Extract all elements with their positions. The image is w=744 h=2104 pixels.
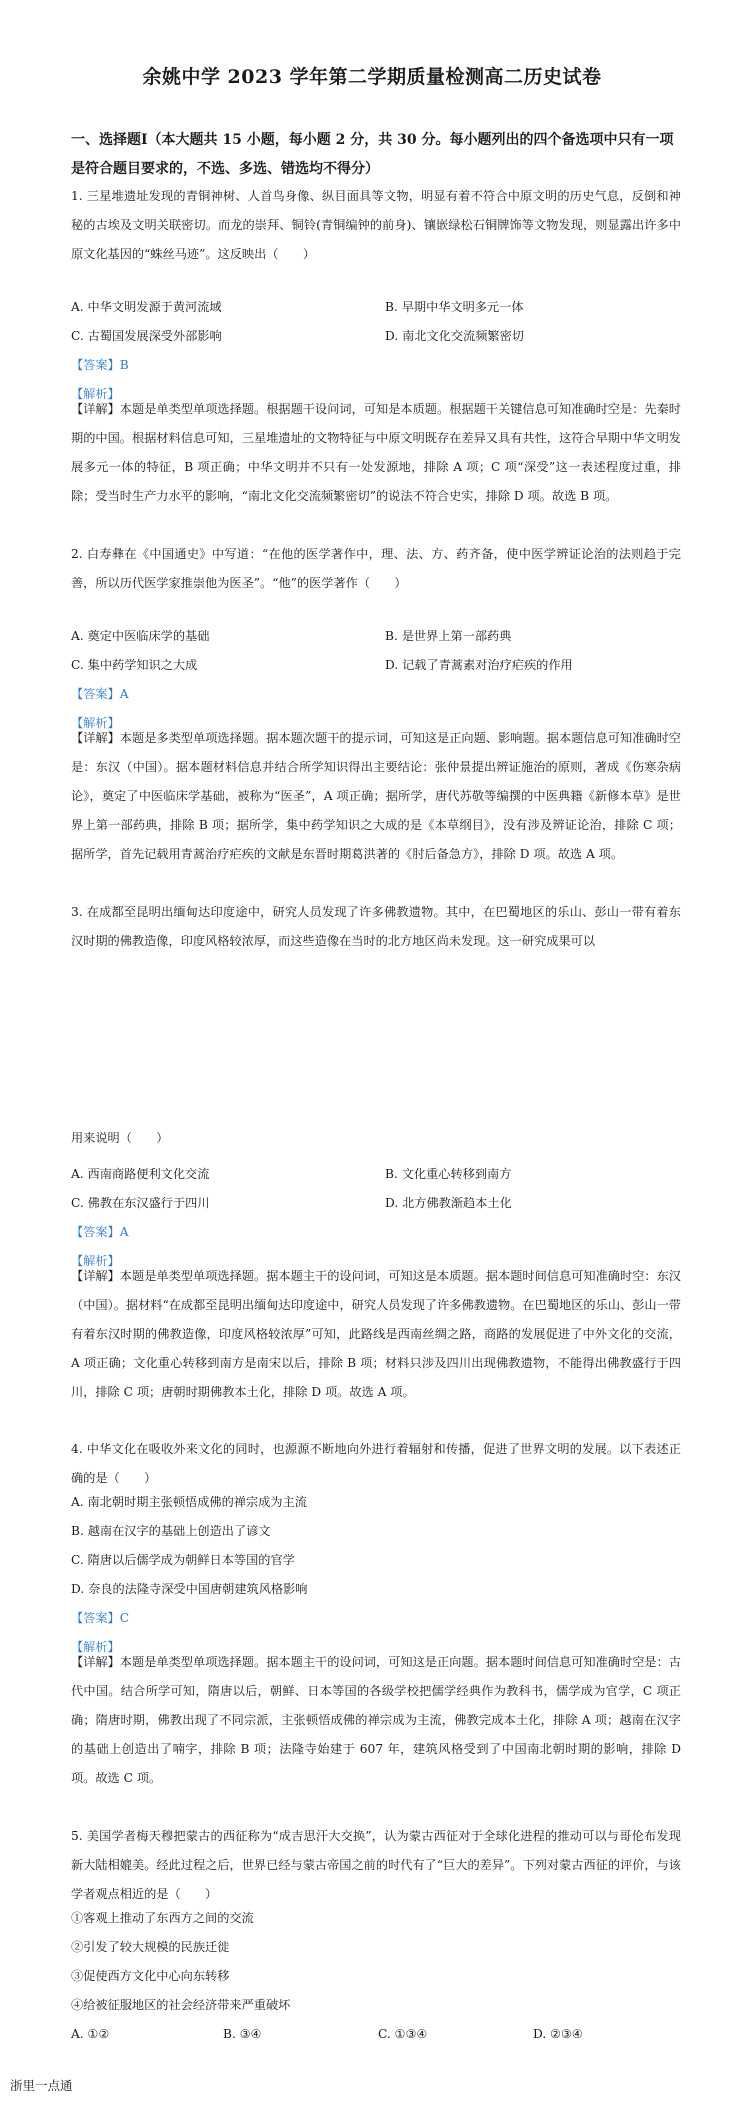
question-2-analysis-label: 【解析】	[71, 716, 120, 730]
question-1-option-c: C. 古蜀国发展深受外部影响	[71, 329, 222, 343]
question-4-analysis-label: 【解析】	[71, 1640, 120, 1654]
question-5-stem: 5. 美国学者梅天穆把蒙古的西征称为“成吉思汗大交换”，认为蒙古西征对于全球化进程的推动可以与哥伦布发现新大陆相媲美。经此过程之后，世界已经与蒙古帝国之前的时代有了“巨大的差异”。下列对蒙古西征的评价，与该学者观点相近的是（ ）	[71, 1829, 681, 1901]
question-1-option-d: D. 南北文化交流频繁密切	[385, 329, 524, 343]
question-4-option-d: D. 奈良的法隆寺深受中国唐朝建筑风格影响	[71, 1582, 308, 1596]
question-5-item-3: ③促使西方文化中心向东转移	[71, 1969, 230, 1983]
footer-watermark: 浙里一点通	[10, 2078, 73, 2093]
question-3-option-c: C. 佛教在东汉盛行于四川	[71, 1196, 210, 1210]
question-5-item-2: ②引发了较大规模的民族迁徙	[71, 1940, 230, 1954]
question-1-analysis-label: 【解析】	[71, 387, 120, 401]
question-5-item-1: ①客观上推动了东西方之间的交流	[71, 1911, 254, 1925]
question-1-option-a: A. 中华文明发源于黄河流域	[71, 300, 222, 314]
question-3-explanation: 【详解】本题是单类型单项选择题。据本题主干的设问词，可知这是本质题。据本题时间信息可知准确时空：东汉（中国）。据材料“在成都至昆明出缅甸达印度途中，研究人员发现了许多佛教遗物。在巴蜀地区的乐山、彭山一带有着东汉时期的佛教造像，印度风格较浓厚”可知，此路线是西南丝绸之路，商路的发展促进了中外文化的交流，A 项正确；文化重心转移到南方是南宋以后，排除 B 项；材料只涉及四川出现佛教遗物，不能得出佛教盛行于四川，排除 C 项；唐朝时期佛教本土化，排除 D 项。故选 A 项。	[71, 1269, 681, 1399]
question-5-option-a: A. ①②	[71, 2027, 110, 2041]
question-2-explanation: 【详解】本题是多类型单项选择题。据本题次题干的提示词，可知这是正向题、影响题。据本题信息可知准确时空是：东汉（中国）。据本题材料信息并结合所学知识得出主要结论：张仲景提出辨证施治的原则，著成《伤寒杂病论》，奠定了中医临床学基础，被称为“医圣”，A 项正确；据所学，唐代苏敬等编撰的中医典籍《新修本草》是世界上第一部药典，排除 B 项；据所学，集中药学知识之大成的是《本草纲目》，没有涉及辨证论治，排除 C 项；据所学，首先记载用青蒿治疗疟疾的文献是东晋时期葛洪著的《肘后备急方》，排除 D 项。故选 A 项。	[71, 731, 681, 861]
question-2-stem: 2. 白寿彝在《中国通史》中写道：“在他的医学著作中，理、法、方、药齐备，使中医学辨证论治的法则趋于完善，所以历代医学家推崇他为医圣”。“他”的医学著作（ ）	[71, 547, 681, 590]
question-3-stem-continued: 用来说明（ ）	[71, 1131, 169, 1145]
question-4-option-a: A. 南北朝时期主张顿悟成佛的禅宗成为主流	[71, 1495, 307, 1509]
question-2-option-b: B. 是世界上第一部药典	[385, 629, 512, 643]
question-1-answer: 【答案】B	[71, 358, 129, 372]
question-5-item-4: ④给被征服地区的社会经济带来严重破坏	[71, 1998, 291, 2012]
question-3-stem: 3. 在成都至昆明出缅甸达印度途中，研究人员发现了许多佛教遗物。其中，在巴蜀地区的乐山、彭山一带有着东汉时期的佛教造像，印度风格较浓厚，而这些造像在当时的北方地区尚未发现。这一研究成果可以	[71, 905, 681, 948]
question-2-option-c: C. 集中药学知识之大成	[71, 658, 198, 672]
question-4-stem: 4. 中华文化在吸收外来文化的同时，也源源不断地向外进行着辐射和传播，促进了世界文明的发展。以下表述正确的是（ ）	[71, 1442, 681, 1485]
question-4-answer: 【答案】C	[71, 1611, 130, 1625]
question-5-option-b: B. ③④	[223, 2027, 262, 2041]
question-2-option-d: D. 记载了青蒿素对治疗疟疾的作用	[385, 658, 573, 672]
question-4-explanation: 【详解】本题是单类型单项选择题。据本题主干的设问词，可知这是正向题。据本题时间信息可知准确时空是：古代中国。结合所学可知，隋唐以后，朝鲜、日本等国的各级学校把儒学经典作为教科书，儒学成为官学，C 项正确；隋唐时期，佛教出现了不同宗派，主张顿悟成佛的禅宗成为主流，佛教完成本土化，排除 A 项；越南在汉字的基础上创造出了喃字，排除 B 项；法隆寺始建于 607 年，建筑风格受到了中国南北朝时期的影响，排除 D 项。故选 C 项。	[71, 1655, 681, 1785]
question-1-stem: 1. 三星堆遗址发现的青铜神树、人首鸟身像、纵目面具等文物，明显有着不符合中原文明的历史气息，反倒和神秘的古埃及文明关联密切。而龙的崇拜、铜铃(青铜编钟的前身)、镶嵌绿松石铜牌饰等文物发现，则显露出许多中原文化基因的“蛛丝马迹”。这反映出（ ）	[71, 189, 681, 261]
question-3-option-d: D. 北方佛教渐趋本土化	[385, 1196, 512, 1210]
question-4-option-b: B. 越南在汉字的基础上创造出了谚文	[71, 1524, 271, 1538]
question-3-analysis-label: 【解析】	[71, 1254, 120, 1268]
question-3-option-a: A. 西南商路便利文化交流	[71, 1167, 210, 1181]
question-3-answer: 【答案】A	[71, 1225, 129, 1239]
question-2-answer: 【答案】A	[71, 687, 129, 701]
page-title: 余姚中学 2023 学年第二学期质量检测高二历史试卷	[142, 66, 602, 88]
question-3-option-b: B. 文化重心转移到南方	[385, 1167, 512, 1181]
question-1-explanation: 【详解】本题是单类型单项选择题。根据题干设问词，可知是本质题。根据题干关键信息可知准确时空是：先秦时期的中国。根据材料信息可知，三星堆遗址的文物特征与中原文明既存在差异又具有共性，这符合早期中华文明发展多元一体的特征，B 项正确；中华文明并不只有一处发源地，排除 A 项；C 项“深受”这一表述程度过重，排除；受当时生产力水平的影响，“南北文化交流频繁密切”的说法不符合史实，排除 D 项。故选 B 项。	[71, 402, 681, 503]
question-4-option-c: C. 隋唐以后儒学成为朝鲜日本等国的官学	[71, 1553, 295, 1567]
question-5-option-d: D. ②③④	[533, 2027, 583, 2041]
section-heading: 一、选择题Ⅰ（本大题共 15 小题，每小题 2 分，共 30 分。每小题列出的四个备选项中只有一项是符合题目要求的，不选、多选、错选均不得分）	[71, 132, 674, 177]
question-2-option-a: A. 奠定中医临床学的基础	[71, 629, 210, 643]
question-1-option-b: B. 早期中华文明多元一体	[385, 300, 524, 314]
question-5-option-c: C. ①③④	[378, 2027, 428, 2041]
